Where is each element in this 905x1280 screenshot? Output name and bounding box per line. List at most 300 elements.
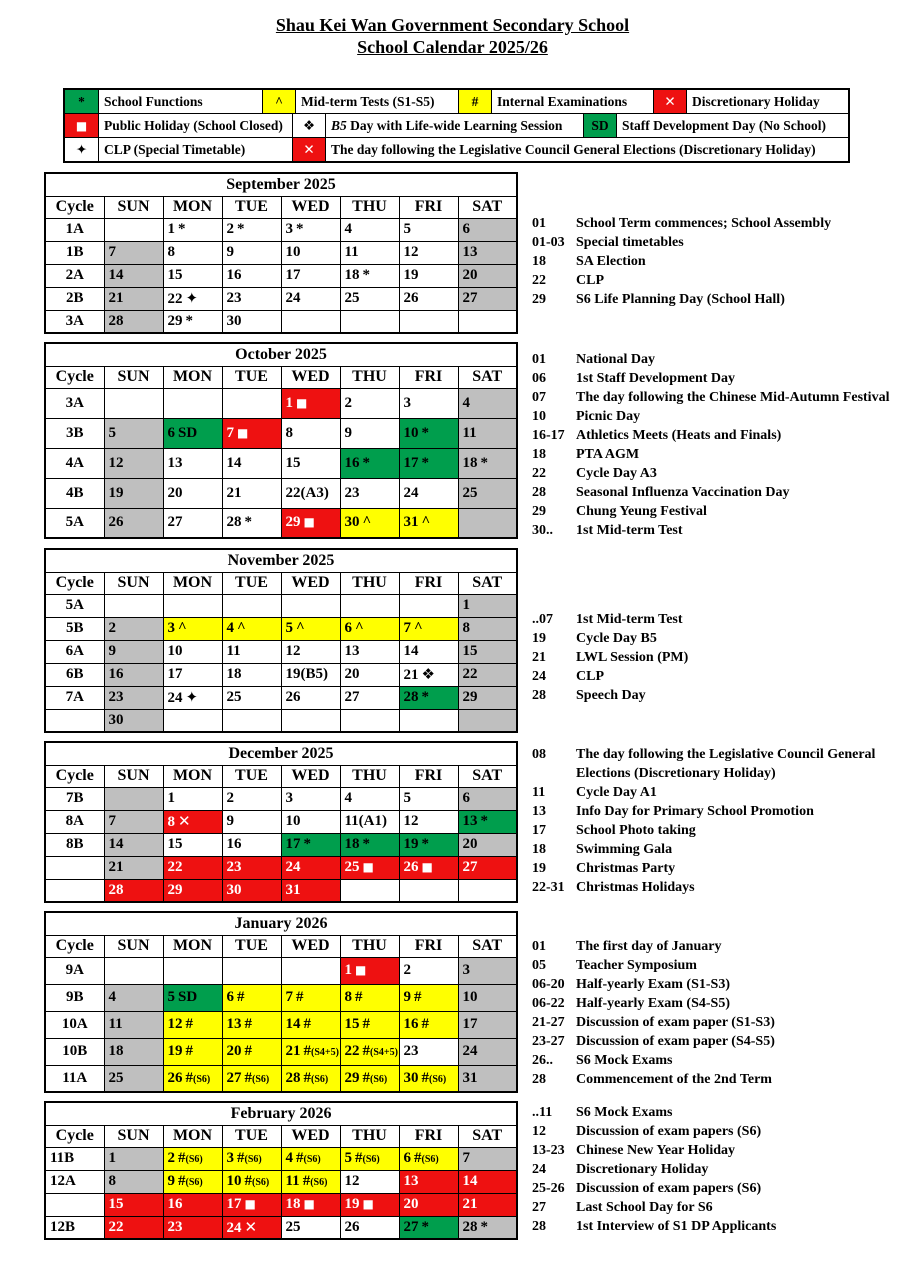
day-number: 5 <box>108 424 116 441</box>
day-number: 20 <box>167 484 183 501</box>
day-cell <box>222 508 281 538</box>
calendar-row <box>45 1147 517 1170</box>
note-row <box>532 1103 905 1122</box>
day-cell <box>104 241 163 264</box>
day-cell <box>163 508 222 538</box>
calendar-row <box>45 478 517 508</box>
note-row <box>532 1198 905 1217</box>
note-date: 17 <box>532 823 546 838</box>
day-cell <box>104 448 163 478</box>
day-symbol: ■ <box>303 1197 315 1211</box>
note-text: National Day <box>576 352 655 367</box>
day-symbol: # <box>178 1150 186 1166</box>
day-cell <box>399 1011 458 1038</box>
day-cell <box>399 1170 458 1193</box>
day-cell <box>222 1038 281 1065</box>
day-cell <box>458 1147 517 1170</box>
note-text: Discussion of exam paper (S1-S3) <box>576 1015 775 1030</box>
note-text: School Photo taking <box>576 823 696 838</box>
day-number: 27 <box>462 290 478 306</box>
day-symbol: * <box>362 836 370 852</box>
day-number: 17 <box>403 454 419 471</box>
day-number: 7 <box>108 244 116 260</box>
note-date: 22 <box>532 273 546 288</box>
note-date: 01 <box>532 352 546 367</box>
cycle-header: Cycle <box>45 935 104 957</box>
note-row <box>532 821 905 840</box>
day-cell <box>104 640 163 663</box>
day-number: 28 <box>108 881 124 898</box>
cycle-cell <box>45 1193 104 1216</box>
empty-day-cell <box>281 594 340 617</box>
day-number: 17 <box>167 666 183 682</box>
day-number: 25 <box>462 484 478 501</box>
day-number: 11(A1) <box>344 813 387 829</box>
month-title: October 2025 <box>45 343 517 366</box>
day-number: 5 <box>285 620 293 636</box>
day-symbol: SD <box>178 424 198 441</box>
note-text: Discussion of exam paper (S4-S5) <box>576 1034 775 1049</box>
day-cell <box>399 984 458 1011</box>
day-number: 12 <box>108 454 124 471</box>
day-number: 20 <box>226 1043 242 1059</box>
day-number: 24 <box>462 1043 478 1059</box>
day-symbol-detail: (S6) <box>185 1154 203 1165</box>
day-header-thu: THU <box>340 366 399 388</box>
day-cell <box>399 787 458 810</box>
note-text: Cycle Day B5 <box>576 631 657 646</box>
day-symbol: * <box>421 454 429 471</box>
month-title: December 2025 <box>45 742 517 765</box>
day-number: 23 <box>167 1218 183 1235</box>
day-cell <box>281 448 340 478</box>
note-text: 1st Mid-term Test <box>576 523 683 538</box>
day-number: 22 <box>108 1218 124 1235</box>
public-holiday-icon: ■ <box>75 119 88 133</box>
day-cell <box>222 879 281 902</box>
note-row <box>532 1013 905 1032</box>
day-symbol: # <box>237 1150 245 1166</box>
month-title: January 2026 <box>45 912 517 935</box>
day-header-tue: TUE <box>222 196 281 218</box>
day-cell <box>281 1038 340 1065</box>
day-cell <box>281 617 340 640</box>
month-notes <box>518 172 905 309</box>
day-number: 15 <box>285 454 301 471</box>
calendar-row <box>45 218 517 241</box>
day-header-fri: FRI <box>399 765 458 787</box>
empty-day-cell <box>163 388 222 418</box>
note-text: LWL Session (PM) <box>576 650 689 665</box>
day-number: 19(B5) <box>285 666 328 682</box>
day-symbol: # <box>185 1016 193 1032</box>
note-row <box>532 783 905 802</box>
day-header-wed: WED <box>281 196 340 218</box>
month-title: September 2025 <box>45 173 517 196</box>
day-header-sun: SUN <box>104 196 163 218</box>
day-cell <box>399 640 458 663</box>
day-cell <box>163 663 222 686</box>
day-symbol-detail: (S6) <box>311 1073 329 1085</box>
day-number: 11 <box>108 1016 123 1032</box>
day-cell <box>458 1011 517 1038</box>
note-text: Teacher Symposium <box>576 958 697 973</box>
day-cell <box>399 388 458 418</box>
day-cell <box>163 1011 222 1038</box>
note-text: The day following the Legislative Council General Elections (Discretionary Holiday) <box>576 747 876 781</box>
legend-key-discretionary-holiday <box>653 90 686 113</box>
cycle-cell: 1A <box>45 218 104 241</box>
day-symbol: # <box>414 989 422 1005</box>
day-cell <box>458 686 517 709</box>
legend-key-staff-development-day <box>583 114 616 137</box>
legend-key-internal-examinations <box>458 90 491 113</box>
note-date: 01-03 <box>532 235 565 250</box>
calendar-table <box>44 548 518 733</box>
calendar-row <box>45 1011 517 1038</box>
day-cell <box>104 709 163 732</box>
day-cell <box>104 1011 163 1038</box>
day-number: 5 <box>344 1150 352 1166</box>
day-cell <box>163 1170 222 1193</box>
day-number: 25 <box>108 1069 124 1086</box>
legend-key-b5-lwl-day <box>292 114 325 137</box>
note-row <box>532 878 905 897</box>
day-cell <box>163 1038 222 1065</box>
day-number: 29 <box>167 881 183 898</box>
day-cell <box>222 1216 281 1239</box>
day-number: 10 <box>167 643 183 659</box>
empty-day-cell <box>399 879 458 902</box>
day-number: 27 <box>344 689 360 705</box>
day-number: 10 <box>285 813 301 829</box>
day-number: 1 <box>462 597 470 613</box>
cycle-cell: 4A <box>45 448 104 478</box>
day-cell <box>104 1216 163 1239</box>
day-number: 2 <box>403 962 411 978</box>
cycle-cell: 6B <box>45 663 104 686</box>
empty-day-cell <box>222 388 281 418</box>
note-text: Cycle Day A3 <box>576 466 657 481</box>
day-cell <box>163 810 222 833</box>
day-symbol: # <box>362 1016 370 1032</box>
day-cell <box>340 478 399 508</box>
calendar-row <box>45 310 517 333</box>
day-number: 23 <box>226 859 242 875</box>
cycle-header: Cycle <box>45 765 104 787</box>
day-cell <box>458 1193 517 1216</box>
note-text: SA Election <box>576 254 646 269</box>
note-text: Athletics Meets (Heats and Finals) <box>576 428 782 443</box>
day-number: 11 <box>285 1173 300 1189</box>
note-row <box>532 1160 905 1179</box>
month-notes <box>518 342 905 540</box>
day-cell <box>340 984 399 1011</box>
day-cell <box>222 1065 281 1092</box>
day-number: 14 <box>108 836 124 852</box>
day-cell <box>458 594 517 617</box>
legend-label: Discretionary Holiday <box>686 90 848 113</box>
day-cell <box>104 617 163 640</box>
legend <box>63 88 850 163</box>
day-cell <box>458 388 517 418</box>
day-header-fri: FRI <box>399 1125 458 1147</box>
note-text: Last School Day for S6 <box>576 1200 713 1215</box>
day-header-wed: WED <box>281 366 340 388</box>
cycle-cell: 4B <box>45 478 104 508</box>
day-symbol: * <box>421 836 429 852</box>
cycle-cell: 5A <box>45 594 104 617</box>
month-november-2025 <box>44 548 905 733</box>
day-cell <box>104 984 163 1011</box>
day-number: 4 <box>344 790 352 806</box>
empty-day-cell <box>222 594 281 617</box>
day-cell <box>222 663 281 686</box>
day-symbol: # <box>296 989 304 1005</box>
day-cell <box>104 856 163 879</box>
day-cell <box>399 617 458 640</box>
day-number: 13 <box>462 813 478 829</box>
calendar-row <box>45 1038 517 1065</box>
cycle-cell <box>45 879 104 902</box>
day-symbol-detail: (S6) <box>252 1177 270 1188</box>
day-cell <box>399 1147 458 1170</box>
note-row <box>532 1070 905 1089</box>
day-cell <box>281 287 340 310</box>
cycle-header: Cycle <box>45 1125 104 1147</box>
day-cell <box>458 241 517 264</box>
day-cell <box>281 241 340 264</box>
day-number: 29 <box>285 514 301 531</box>
day-cell <box>281 686 340 709</box>
day-cell <box>399 1193 458 1216</box>
day-symbol: # <box>355 989 363 1005</box>
day-number: 28 <box>108 312 124 329</box>
day-symbol: # <box>302 1173 311 1189</box>
note-row <box>532 956 905 975</box>
cycle-cell: 5A <box>45 508 104 538</box>
day-header-sat: SAT <box>458 196 517 218</box>
day-cell <box>222 617 281 640</box>
note-text: Christmas Holidays <box>576 880 695 895</box>
day-number: 1 <box>285 394 293 411</box>
day-cell <box>222 1147 281 1170</box>
note-date: 29 <box>532 292 546 307</box>
day-number: 10 <box>226 1173 242 1189</box>
note-row <box>532 937 905 956</box>
note-row <box>532 483 905 502</box>
day-number: 18 <box>226 666 242 682</box>
day-number: 18 <box>285 1196 301 1212</box>
empty-day-cell <box>340 310 399 333</box>
legend-row <box>65 113 848 137</box>
day-number: 28 <box>403 689 419 705</box>
day-number: 19 <box>167 1043 183 1059</box>
day-number: 8 <box>285 424 293 441</box>
note-row <box>532 802 905 821</box>
day-cell <box>281 984 340 1011</box>
day-number: 13 <box>226 1016 242 1032</box>
month-title-row <box>45 912 517 935</box>
note-row <box>532 1122 905 1141</box>
day-number: 24 <box>285 859 301 875</box>
cycle-cell: 12A <box>45 1170 104 1193</box>
discretionary-holiday-icon: ✕ <box>664 94 676 110</box>
note-row <box>532 686 905 705</box>
day-symbol-detail: (S6) <box>370 1073 388 1085</box>
calendar-row <box>45 787 517 810</box>
day-number: 12 <box>344 1173 360 1189</box>
day-symbol: * <box>421 424 429 441</box>
day-cell <box>340 957 399 984</box>
day-cell <box>340 787 399 810</box>
day-number: 8 <box>108 1173 116 1189</box>
month-september-2025 <box>44 172 905 334</box>
day-symbol-detail: (S6) <box>303 1154 321 1165</box>
day-symbol: # <box>244 1016 252 1032</box>
day-cell <box>399 957 458 984</box>
calendar-table <box>44 1101 518 1240</box>
day-symbol: ^ <box>178 620 187 636</box>
day-header-fri: FRI <box>399 196 458 218</box>
note-row <box>532 745 905 783</box>
day-symbol-detail: (S6) <box>362 1154 380 1165</box>
day-number: 2 <box>226 221 234 237</box>
day-number: 21 <box>108 290 124 306</box>
day-cell <box>399 418 458 448</box>
day-cell <box>340 388 399 418</box>
day-number: 17 <box>226 1196 242 1212</box>
month-title: February 2026 <box>45 1102 517 1125</box>
note-date: 13-23 <box>532 1143 565 1158</box>
day-number: 5 <box>403 790 411 806</box>
day-header-mon: MON <box>163 366 222 388</box>
day-cell <box>222 310 281 333</box>
day-cell <box>458 264 517 287</box>
day-symbol: * <box>185 312 193 329</box>
internal-examinations-icon: # <box>471 94 479 109</box>
day-number: 17 <box>285 267 301 283</box>
calendar-row <box>45 640 517 663</box>
day-number: 6 <box>462 790 470 806</box>
day-cell <box>222 1193 281 1216</box>
day-cell <box>281 856 340 879</box>
day-number: 16 <box>108 666 124 682</box>
day-symbol: ^ <box>362 514 372 531</box>
calendar-row <box>45 663 517 686</box>
day-cell <box>222 418 281 448</box>
day-cell <box>458 663 517 686</box>
day-cell <box>340 617 399 640</box>
day-symbol-detail: (S4+5) <box>370 1047 398 1058</box>
note-date: 24 <box>532 669 546 684</box>
note-row <box>532 859 905 878</box>
legend-key-mid-term-tests <box>262 90 295 113</box>
day-number: 18 <box>344 267 360 283</box>
day-cell <box>458 640 517 663</box>
day-cell <box>399 856 458 879</box>
day-cell <box>163 640 222 663</box>
day-number: 23 <box>344 484 360 501</box>
day-number: 10 <box>462 989 478 1005</box>
day-cell <box>104 478 163 508</box>
day-number: 13 <box>462 244 478 260</box>
day-header-tue: TUE <box>222 366 281 388</box>
cycle-header: Cycle <box>45 196 104 218</box>
day-cell <box>458 418 517 448</box>
day-number: 30 <box>226 312 242 329</box>
empty-day-cell <box>399 709 458 732</box>
note-text: CLP <box>576 669 604 684</box>
note-text: Info Day for Primary School Promotion <box>576 804 814 819</box>
day-number: 17 <box>285 836 301 852</box>
day-cell <box>281 508 340 538</box>
empty-day-cell <box>458 508 517 538</box>
note-date: 27 <box>532 1200 546 1215</box>
day-cell <box>340 1011 399 1038</box>
day-symbol: * <box>178 221 186 237</box>
day-header-tue: TUE <box>222 572 281 594</box>
cycle-cell: 11B <box>45 1147 104 1170</box>
note-row <box>532 407 905 426</box>
day-number: 14 <box>226 454 242 471</box>
calendar-row <box>45 957 517 984</box>
day-cell <box>399 1216 458 1239</box>
day-header-fri: FRI <box>399 935 458 957</box>
day-cell <box>458 833 517 856</box>
note-date: 23-27 <box>532 1034 565 1049</box>
legend-row <box>65 90 848 113</box>
empty-day-cell <box>104 957 163 984</box>
calendar-row <box>45 287 517 310</box>
day-number: 22 <box>167 859 183 875</box>
month-january-2026 <box>44 911 905 1093</box>
note-date: 29 <box>532 504 546 519</box>
empty-day-cell <box>458 879 517 902</box>
cycle-cell: 12B <box>45 1216 104 1239</box>
day-number: 8 <box>462 620 470 636</box>
day-number: 23 <box>108 689 124 705</box>
day-number: 14 <box>462 1173 478 1189</box>
day-number: 25 <box>226 689 242 705</box>
day-symbol: # <box>185 1069 193 1086</box>
day-number: 29 <box>344 1069 360 1086</box>
note-date: 25-26 <box>532 1181 565 1196</box>
note-text: The first day of January <box>576 939 722 954</box>
note-row <box>532 445 905 464</box>
day-header-wed: WED <box>281 765 340 787</box>
note-date: ..07 <box>532 612 553 627</box>
month-title: November 2025 <box>45 549 517 572</box>
day-cell <box>281 1065 340 1092</box>
cycle-cell: 6A <box>45 640 104 663</box>
cycle-cell: 10A <box>45 1011 104 1038</box>
day-number: 30 <box>344 514 360 531</box>
day-number: 4 <box>226 620 234 636</box>
note-row <box>532 1141 905 1160</box>
school-name: Shau Kei Wan Government Secondary School <box>275 15 630 35</box>
day-number: 2 <box>344 394 352 411</box>
day-cell <box>163 879 222 902</box>
day-number: 16 <box>226 836 242 852</box>
day-symbol: # <box>362 1069 370 1086</box>
day-cell <box>458 1065 517 1092</box>
day-number: 25 <box>285 1218 301 1235</box>
cycle-cell: 1B <box>45 241 104 264</box>
note-date: 24 <box>532 1162 546 1177</box>
note-date: 05 <box>532 958 546 973</box>
day-cell <box>163 856 222 879</box>
